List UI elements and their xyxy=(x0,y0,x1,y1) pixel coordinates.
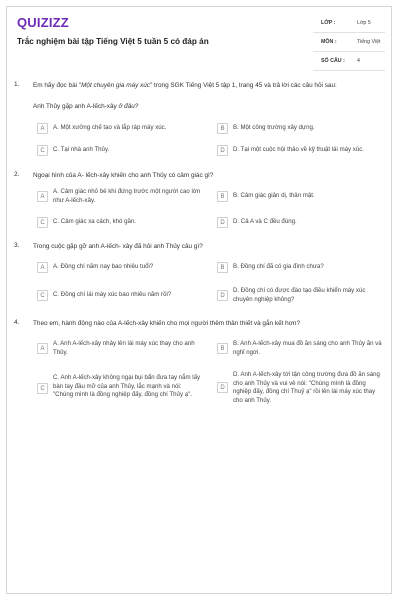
meta-row-subject xyxy=(313,36,385,52)
option-text: A. Anh A-lếch-xây nhảy lên lái máy xúc thay cho anh Thủy. xyxy=(53,340,195,356)
worksheet-meta xyxy=(313,17,385,74)
option-letter-box: A xyxy=(37,262,48,273)
option-text: C. Tại nhà anh Thủy. xyxy=(53,146,110,153)
question-number: 4. xyxy=(14,319,20,326)
quizizz-logo: QUIZIZZ xyxy=(17,15,69,30)
option-letter-box: B xyxy=(217,123,228,134)
option-letter-box: A xyxy=(37,191,48,202)
meta-value: 4 xyxy=(357,58,360,64)
option-text: B. Một công trường xây dựng. xyxy=(233,124,315,131)
option-letter-box: C xyxy=(37,290,48,301)
meta-label: SỐ CÂU : xyxy=(321,58,345,64)
question-text: Em hãy đọc bài "Một chuyên gia máy xúc" trong SGK Tiếng Việt 5 tập 1, trang 45 và trả lời các câu hỏi sau: xyxy=(33,82,337,89)
option-text: C. Cảm giác xa cách, khó gần. xyxy=(53,218,136,225)
meta-label: LỚP : xyxy=(321,20,336,26)
option-letter-box: D xyxy=(217,382,228,393)
question-text: Ngoại hình của A- lếch-xây khiến cho anh Thủy có cảm giác gì? xyxy=(33,172,214,179)
option-text: B. Anh A-lếch-xây mua đồ ăn sáng cho anh Thủy ăn và nghỉ ngơi. xyxy=(233,340,382,356)
worksheet-header xyxy=(7,7,391,67)
worksheet-page xyxy=(6,6,392,594)
meta-value: Tiếng Việt xyxy=(357,39,381,45)
option-letter-box: C xyxy=(37,217,48,228)
option-text: C. Đồng chí lái máy xúc bao nhiêu năm rồi? xyxy=(53,291,172,298)
option-text: C. Anh A-lếch-xây không ngại bụi bẩn đưa tay nắm lấy bàn tay đầu mỡ của anh Thủy, lắc mạnh và nói: "Chúng mình là đồng nghiệp đấy, đồng chí Thủy ạ". xyxy=(53,374,201,398)
worksheet-title: Trắc nghiệm bài tập Tiếng Việt 5 tuần 5 có đáp án xyxy=(17,37,209,46)
option-letter-box: A xyxy=(37,343,48,354)
option-text: A. Một xưởng chế tạo và lắp ráp máy xúc. xyxy=(53,124,167,131)
option-letter-box: A xyxy=(37,123,48,134)
option-text: D. Cả A và C đều đúng. xyxy=(233,218,297,225)
option-text: D. Đồng chí có được đào tạo điều khiển máy xúc chuyên nghiệp không? xyxy=(233,287,366,303)
question-text: Theo em, hành động nào của A-lếch-xây khiến cho mọi người thêm thân thiết và gắn kết hơn? xyxy=(33,320,301,327)
option-letter-box: C xyxy=(37,145,48,156)
option-text: A. Cảm giác nhỏ bé khi đứng trước một người cao lớn như A-lếch-xây. xyxy=(53,188,201,204)
meta-row-grade xyxy=(313,17,385,33)
option-letter-box: C xyxy=(37,383,48,394)
question-text: Trong cuộc gặp gỡ anh A-lếch- xây đã hỏi anh Thủy câu gì? xyxy=(33,243,203,250)
question-number: 2. xyxy=(14,171,20,178)
option-text: D. Tại một cuộc hội thảo về kỹ thuật lái máy xúc. xyxy=(233,146,364,153)
option-text: A. Đồng chí năm nay bao nhiêu tuổi? xyxy=(53,263,154,270)
question-subtext: Anh Thủy gặp anh A-lếch-xây ở đâu? xyxy=(33,103,139,110)
option-text: B. Đồng chí đã có gia đình chưa? xyxy=(233,263,324,270)
question-number: 1. xyxy=(14,81,20,88)
option-letter-box: D xyxy=(217,145,228,156)
option-letter-box: D xyxy=(217,217,228,228)
option-letter-box: B xyxy=(217,191,228,202)
option-letter-box: D xyxy=(217,290,228,301)
meta-label: MÔN : xyxy=(321,39,337,45)
meta-row-question-count xyxy=(313,55,385,71)
option-text: B. Cảm giác giản dị, thân mật. xyxy=(233,192,315,199)
option-text: D. Anh A-lếch-xây tới tận công trường đưa đồ ăn sáng cho anh Thủy và vui vẻ nói: "Chúng mình là đồng nghiệp đấy, đồng chí Thuỷ ạ" rồi lên lái máy xúc thay cho anh Thủy. xyxy=(233,371,380,404)
question-number: 3. xyxy=(14,242,20,249)
option-letter-box: B xyxy=(217,262,228,273)
meta-value: Lớp 5 xyxy=(357,20,371,26)
option-letter-box: B xyxy=(217,343,228,354)
